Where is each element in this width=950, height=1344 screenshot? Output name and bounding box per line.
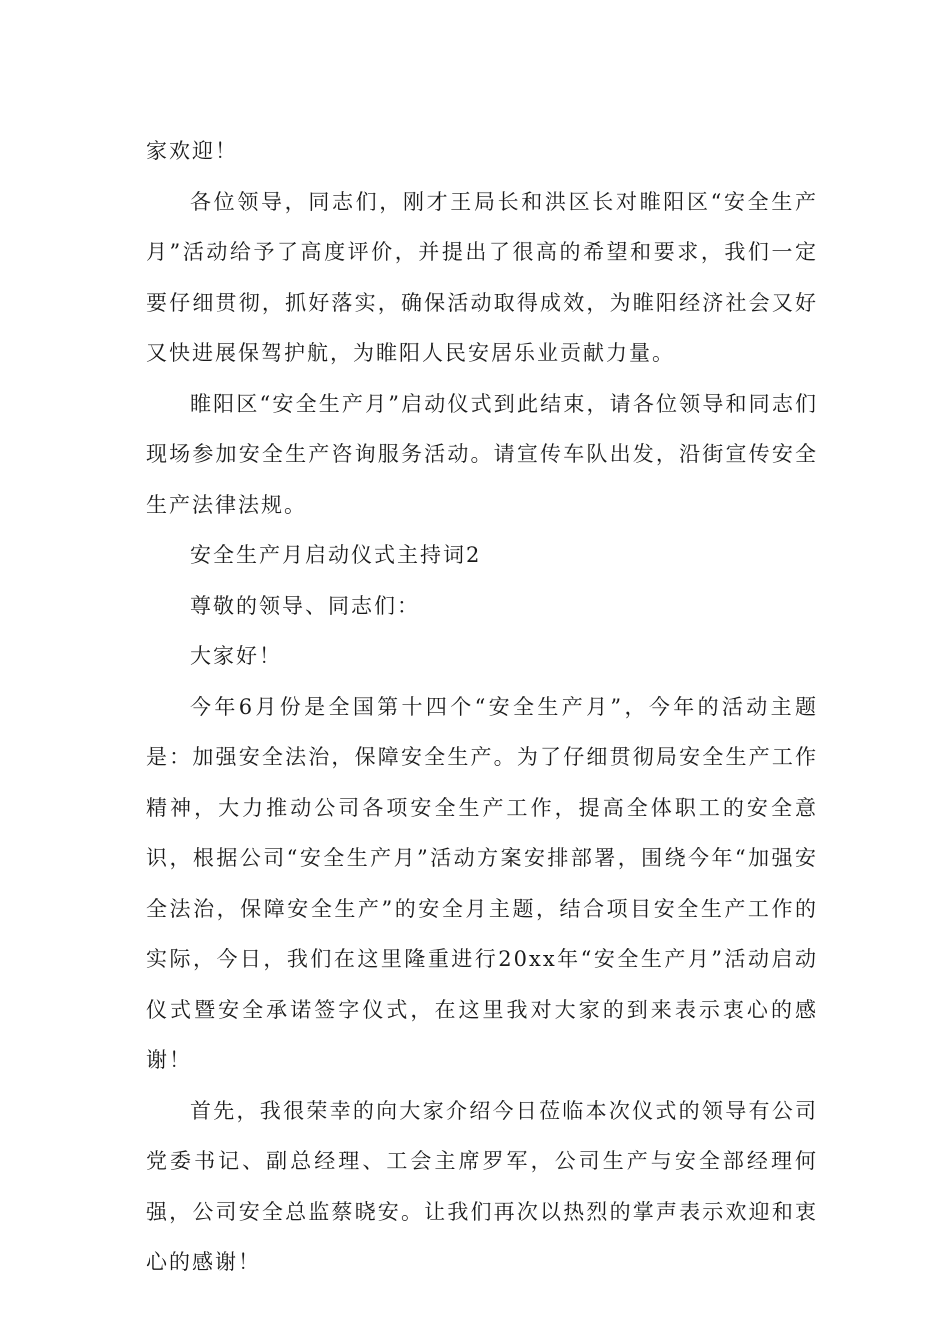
document-body	[146, 126, 818, 1288]
paragraph: 各位领导，同志们，刚才王局长和洪区长对睢阳区“安全生产月”活动给予了高度评价，并提出了很高的希望和要求，我们一定要仔细贯彻，抓好落实，确保活动取得成效，为睢阳经济社会又好又快进展保驾护航，为睢阳人民安居乐业贡献力量。	[146, 189, 818, 365]
section-title: 安全生产月启动仪式主持词2	[190, 543, 482, 567]
greeting: 大家好！	[190, 644, 282, 668]
paragraph: 首先，我很荣幸的向大家介绍今日莅临本次仪式的领导有公司党委书记、副总经理、工会主席罗军，公司生产与安全部经理何强，公司安全总监蔡晓安。让我们再次以热烈的掌声表示欢迎和衷心的感谢！	[146, 1098, 818, 1274]
paragraph: 睢阳区“安全生产月”启动仪式到此结束，请各位领导和同志们现场参加安全生产咨询服务活动。请宣传车队出发，沿街宣传安全生产法律法规。	[146, 391, 818, 517]
paragraph: 今年6月份是全国第十四个“安全生产月”，今年的活动主题是：加强安全法治，保障安全生产。为了仔细贯彻局安全生产工作精神，大力推动公司各项安全生产工作，提高全体职工的安全意识，根据公司“安全生产月”活动方案安排部署，围绕今年“加强安全法治，保障安全生产”的安全月主题，结合项目安全生产工作的实际，今日，我们在这里隆重进行20xx年“安全生产月”活动启动仪式暨安全承诺签字仪式，在这里我对大家的到来表示衷心的感谢！	[146, 694, 818, 1072]
paragraph: 家欢迎！	[146, 139, 238, 163]
salutation: 尊敬的领导、同志们：	[190, 593, 420, 618]
